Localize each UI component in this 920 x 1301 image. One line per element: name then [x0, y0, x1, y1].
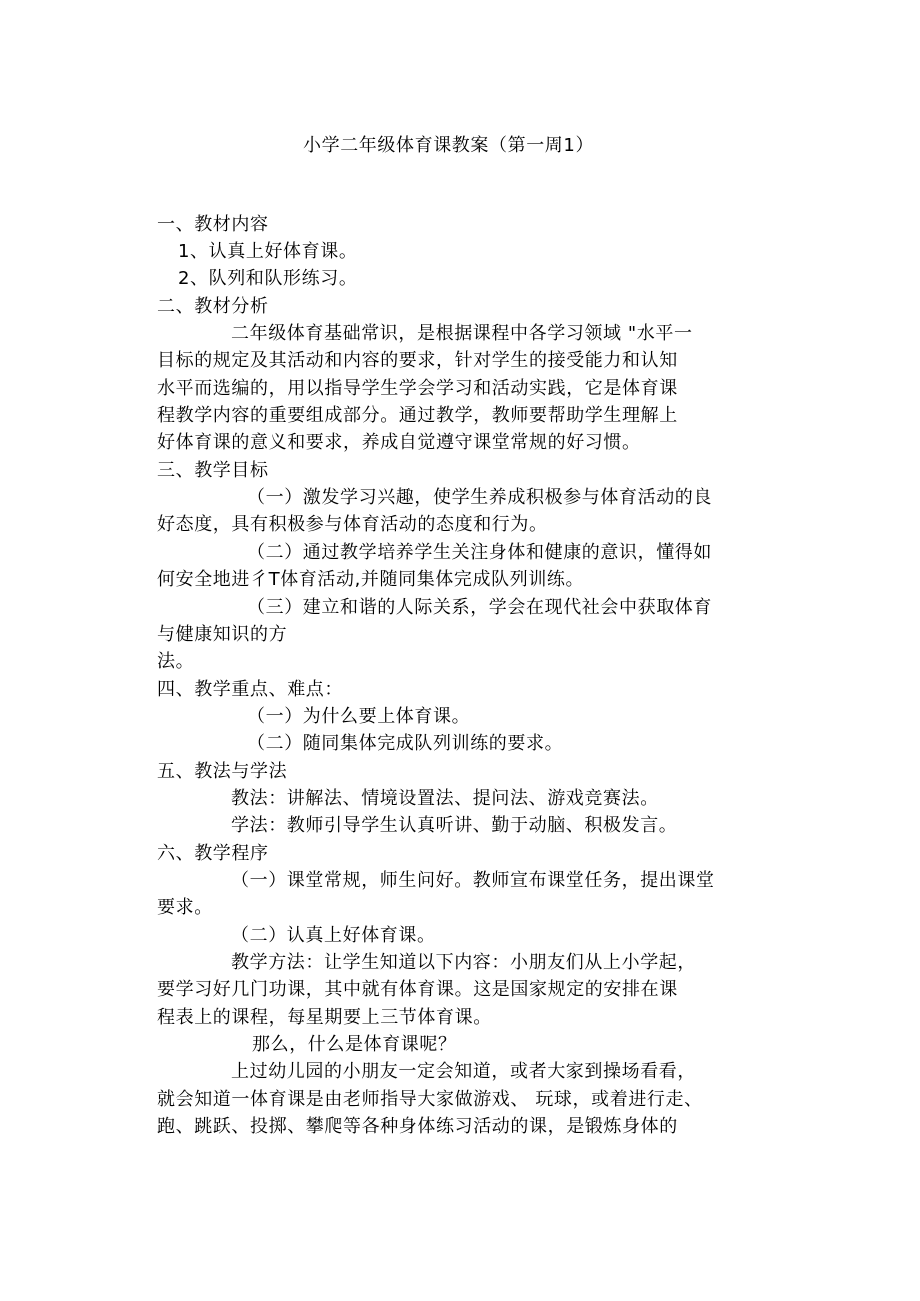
- paragraph-line: 教学方法：让学生知道以下内容：小朋友们从上小学起，: [231, 952, 696, 973]
- paragraph-line: 要求。: [157, 897, 213, 918]
- paragraph-line: （一）课堂常规，师生问好。教师宣布课堂任务，提出课堂: [231, 870, 715, 891]
- paragraph-line: （三）建立和谐的人际关系，学会在现代社会中获取体育: [247, 597, 712, 618]
- section-heading-1: 一、教材内容: [157, 214, 269, 235]
- paragraph-line: 水平而选编的，用以指导学生学会学习和活动实践，它是体育课: [157, 378, 678, 399]
- paragraph-line: 法。: [157, 651, 195, 672]
- paragraph-line: （一）激发学习兴趣，使学生养成积极参与体育活动的良: [247, 487, 712, 508]
- paragraph-line: 要学习好几门功课，其中就有体育课。这是国家规定的安排在课: [157, 979, 678, 1000]
- list-item: 1、认真上好体育课。: [178, 241, 358, 262]
- paragraph-line: 程教学内容的重要组成部分。通过教学，教师要帮助学生理解上: [157, 405, 678, 426]
- paragraph-line: 学法：教师引导学生认真听讲、勤于动脑、积极发言。: [231, 815, 678, 836]
- section-heading-5: 五、教法与学法: [157, 761, 288, 782]
- paragraph-line: 上过幼儿园的小朋友一定会知道，或者大家到操场看看，: [231, 1061, 696, 1082]
- paragraph-line: 好态度，具有积极参与体育活动的态度和行为。: [157, 514, 548, 535]
- paragraph-line: 目标的规定及其活动和内容的要求，针对学生的接受能力和认知: [157, 350, 678, 371]
- paragraph-line: 程表上的课程，每星期要上三节体育课。: [157, 1007, 492, 1028]
- paragraph-line: 就会知道一体育课是由老师指导大家做游戏、 玩球，或着进行走、: [157, 1089, 703, 1110]
- paragraph-line: 那么，什么是体育课呢？: [252, 1034, 457, 1055]
- paragraph-line: （二）认真上好体育课。: [231, 925, 436, 946]
- paragraph-line: 好体育课的意义和要求，养成自觉遵守课堂常规的好习惯。: [157, 432, 641, 453]
- paragraph-line: 跑、跳跃、投掷、攀爬等各种身体练习活动的课，是锻炼身体的: [157, 1116, 678, 1137]
- section-heading-4: 四、教学重点、难点：: [157, 679, 343, 700]
- paragraph-line: 与健康知识的方: [157, 624, 288, 645]
- paragraph-line: （二）通过教学培养学生关注身体和健康的意识，懂得如: [247, 542, 712, 563]
- document-title: 小学二年级体育课教案（第一周1）: [303, 135, 595, 156]
- list-item: （一）为什么要上体育课。: [247, 706, 471, 727]
- paragraph-line: 二年级体育基础常识，是根据课程中各学习领域 "水平一: [231, 323, 693, 344]
- list-item: （二）随同集体完成队列训练的要求。: [247, 733, 564, 754]
- section-heading-3: 三、教学目标: [157, 460, 269, 481]
- section-heading-6: 六、教学程序: [157, 843, 269, 864]
- list-item: 2、队列和队形练习。: [178, 268, 358, 289]
- paragraph-line: 教法：讲解法、情境设置法、提问法、游戏竞赛法。: [231, 788, 659, 809]
- paragraph-line: 何安全地进彳T体育活动,并随同集体完成队列训练。: [157, 569, 585, 590]
- section-heading-2: 二、教材分析: [157, 296, 269, 317]
